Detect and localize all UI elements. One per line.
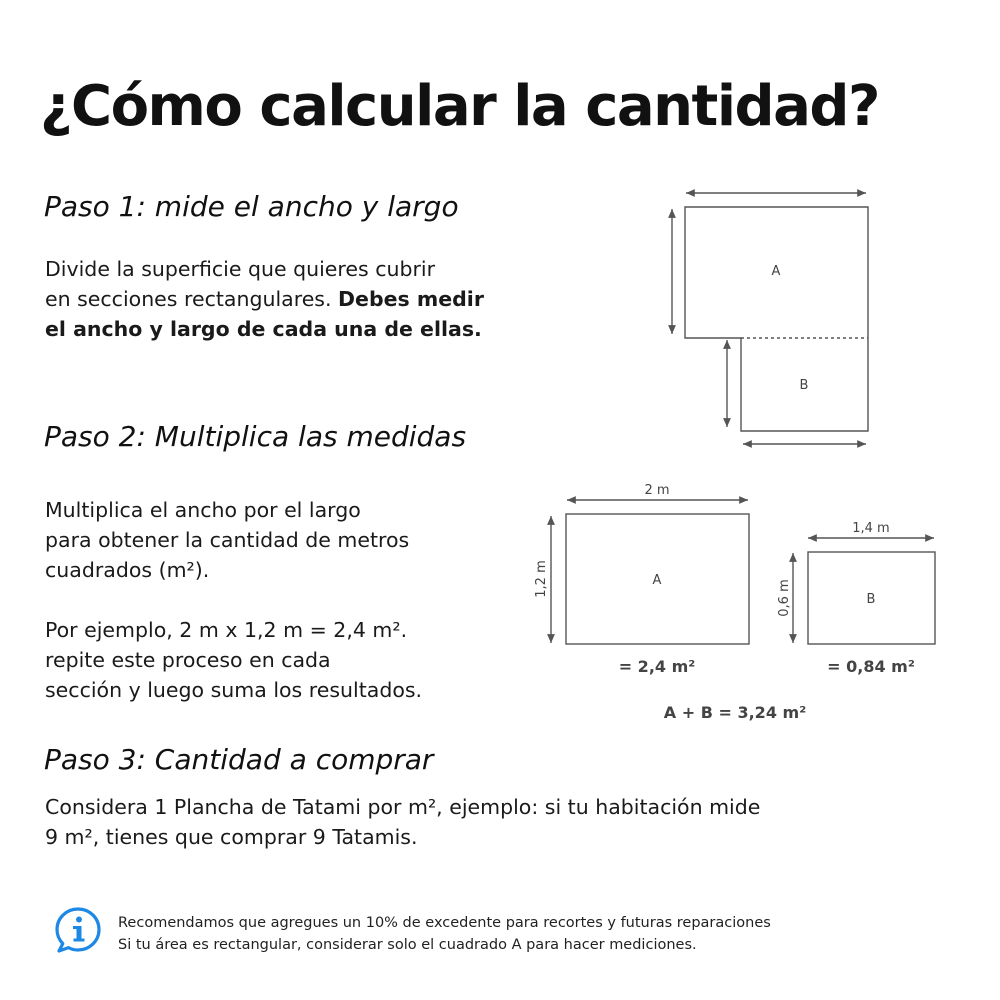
step2-line6: sección y luego suma los resultados.: [45, 678, 423, 702]
step2-heading: Paso 2: Multiplica las medidas: [44, 420, 467, 453]
l-shape-outline: [685, 207, 868, 431]
diagram1-label-a: A: [771, 264, 781, 279]
step2-line4: Por ejemplo, 2 m x 1,2 m = 2,4 m².: [45, 618, 408, 642]
b-height-label: 0,6 m: [777, 579, 792, 617]
step2-line3: cuadrados (m²).: [45, 558, 210, 582]
step3-heading: Paso 3: Cantidad a comprar: [44, 743, 434, 776]
step1-line2-plain: en secciones rectangulares.: [45, 287, 339, 311]
step1-line2-bold: Debes medir: [338, 287, 484, 311]
a-width-label: 2 m: [644, 483, 670, 498]
a-center-label: A: [652, 573, 662, 588]
b-width-label: 1,4 m: [852, 521, 890, 536]
step3-line2: 9 m², tienes que comprar 9 Tatamis.: [45, 825, 418, 849]
step2-line5: repite este proceso en cada: [45, 648, 331, 672]
rect-a-diagram: [551, 500, 749, 644]
note-line2: Si tu área es rectangular, considerar solo el cuadrado A para hacer mediciones.: [118, 937, 697, 953]
step2-line2: para obtener la cantidad de metros: [45, 528, 410, 552]
step1-line1: Divide la superficie que quieres cubrir: [45, 257, 436, 281]
rect-b-diagram: [793, 538, 935, 644]
step3-line1: Considera 1 Plancha de Tatami por m², ejemplo: si tu habitación mide: [45, 795, 761, 819]
note-line1: Recomendamos que agregues un 10% de excedente para recortes y futuras reparaciones: [118, 915, 771, 931]
info-chat-icon: [54, 906, 102, 954]
b-result: = 0,84 m²: [827, 657, 915, 676]
a-height-label: 1,2 m: [534, 560, 549, 598]
page-title: ¿Cómo calcular la cantidad?: [40, 74, 879, 139]
recommendation-note: [118, 912, 771, 956]
step2-line1: Multiplica el ancho por el largo: [45, 498, 361, 522]
step1-heading: Paso 1: mide el ancho y largo: [44, 190, 459, 223]
total-result: A + B = 3,24 m²: [663, 703, 807, 722]
l-shape-diagram: [672, 193, 868, 444]
step1-line3: el ancho y largo de cada una de ellas.: [45, 317, 482, 341]
a-result: = 2,4 m²: [618, 657, 696, 676]
b-center-label: B: [866, 592, 876, 607]
diagram1-label-b: B: [799, 378, 809, 393]
